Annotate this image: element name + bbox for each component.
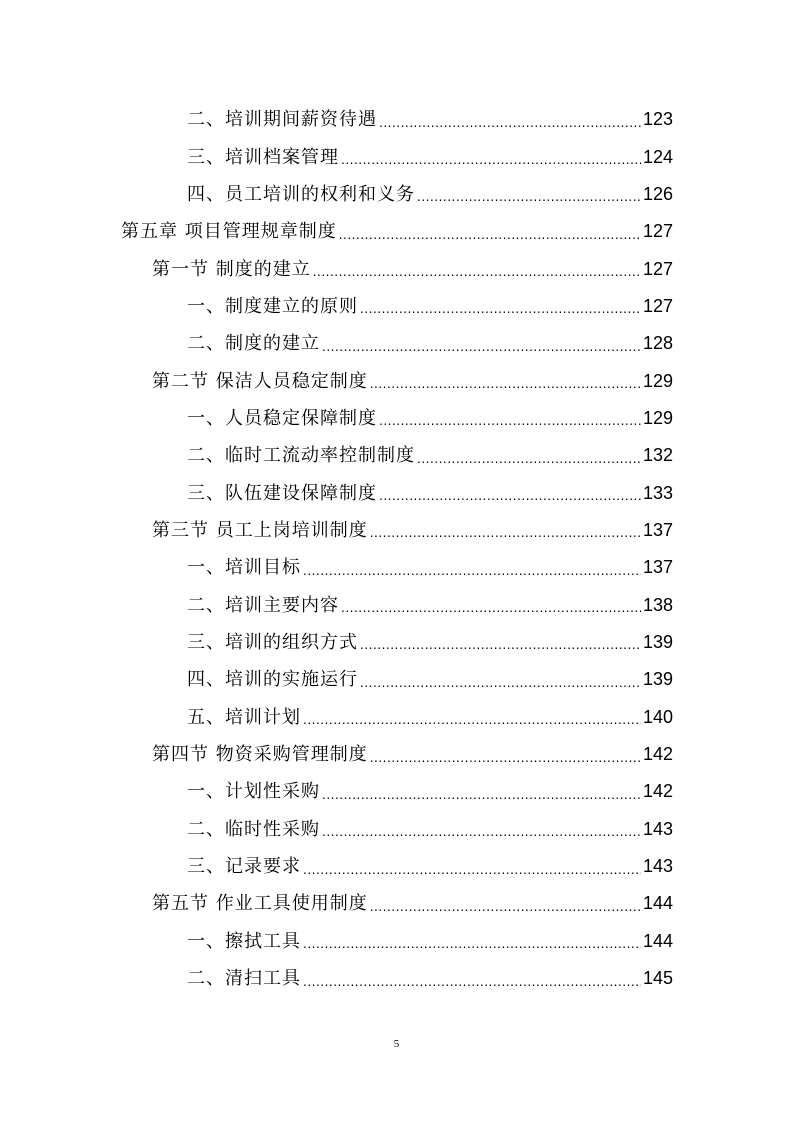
toc-entry-title: 第四节 物资采购管理制度 xyxy=(152,744,368,766)
toc-entry-page: 123 xyxy=(642,109,673,130)
toc-entry-title: 三、记录要求 xyxy=(187,856,301,878)
toc-entry-page: 145 xyxy=(642,968,673,989)
page-number: 5 xyxy=(393,1038,400,1050)
toc-entry-title: 第五节 作业工具使用制度 xyxy=(152,893,368,915)
toc-entry-page: 143 xyxy=(642,856,673,877)
toc-entry-page: 129 xyxy=(642,370,673,391)
toc-entry-title: 二、清扫工具 xyxy=(187,968,301,990)
toc-entry-page: 137 xyxy=(642,557,673,578)
toc-entry-page: 142 xyxy=(642,744,673,765)
toc-entry[interactable] xyxy=(0,811,793,848)
toc-entry-title: 四、员工培训的权利和义务 xyxy=(187,183,415,205)
toc-entry[interactable] xyxy=(0,474,793,511)
toc-entry-title: 一、培训目标 xyxy=(187,557,301,579)
toc-entry-page: 138 xyxy=(642,594,673,615)
toc-entry[interactable] xyxy=(0,885,793,922)
toc-entry-page: 143 xyxy=(642,818,673,839)
toc-entry-page: 137 xyxy=(642,519,673,540)
toc-entry-title: 二、临时工流动率控制制度 xyxy=(187,445,415,467)
toc-entry-page: 133 xyxy=(642,482,673,503)
toc-entry[interactable] xyxy=(0,138,793,175)
toc-entry-page: 129 xyxy=(642,407,673,428)
toc-entry-title: 五、培训计划 xyxy=(187,706,301,728)
toc-entry[interactable] xyxy=(0,400,793,437)
toc-entry-page: 127 xyxy=(642,295,673,316)
toc-entry[interactable] xyxy=(0,176,793,213)
toc-entry[interactable] xyxy=(0,923,793,960)
toc-entry-page: 128 xyxy=(642,333,673,354)
toc-entry[interactable] xyxy=(0,512,793,549)
toc-entry-page: 132 xyxy=(642,445,673,466)
toc-entry[interactable] xyxy=(0,848,793,885)
toc-entry-title: 第五章 项目管理规章制度 xyxy=(121,221,337,243)
toc-entry[interactable] xyxy=(0,549,793,586)
toc-entry-page: 140 xyxy=(642,706,673,727)
toc-entry-page: 124 xyxy=(642,146,673,167)
toc-entry[interactable] xyxy=(0,773,793,810)
toc-entry-title: 一、计划性采购 xyxy=(187,781,320,803)
toc-entry-title: 二、培训主要内容 xyxy=(187,594,339,616)
toc-entry-title: 二、临时性采购 xyxy=(187,818,320,840)
toc-entry[interactable] xyxy=(0,624,793,661)
toc-entry-title: 二、培训期间薪资待遇 xyxy=(187,109,377,131)
toc-entry-title: 第一节 制度的建立 xyxy=(152,258,311,280)
toc-entry-title: 三、队伍建设保障制度 xyxy=(187,482,377,504)
toc-entry[interactable] xyxy=(0,699,793,736)
toc-entry-title: 第二节 保洁人员稳定制度 xyxy=(152,370,368,392)
toc-entry[interactable] xyxy=(0,325,793,362)
toc-entry-page: 127 xyxy=(642,258,673,279)
toc-entry[interactable] xyxy=(0,661,793,698)
toc-entry[interactable] xyxy=(0,362,793,399)
toc-entry-title: 二、制度的建立 xyxy=(187,333,320,355)
toc-entry-page: 127 xyxy=(642,221,673,242)
toc-entry-page: 139 xyxy=(642,669,673,690)
toc-entry-title: 一、制度建立的原则 xyxy=(187,295,358,317)
toc-entry[interactable] xyxy=(0,288,793,325)
toc-entry[interactable] xyxy=(0,101,793,138)
toc-entry-page: 144 xyxy=(642,893,673,914)
toc-entry-page: 126 xyxy=(642,183,673,204)
toc-entry-page: 142 xyxy=(642,781,673,802)
toc-entry[interactable] xyxy=(0,960,793,997)
toc-entry-page: 144 xyxy=(642,930,673,951)
toc-entry[interactable] xyxy=(0,736,793,773)
toc-entry-page: 139 xyxy=(642,631,673,652)
toc-entry[interactable] xyxy=(0,250,793,287)
toc-entry[interactable] xyxy=(0,213,793,250)
toc-entry-title: 四、培训的实施运行 xyxy=(187,669,358,691)
toc-entry-title: 三、培训的组织方式 xyxy=(187,631,358,653)
toc-entry-title: 第三节 员工上岗培训制度 xyxy=(152,519,368,541)
toc-entry-title: 一、人员稳定保障制度 xyxy=(187,407,377,429)
toc-entry-title: 三、培训档案管理 xyxy=(187,146,339,168)
toc-entry[interactable] xyxy=(0,586,793,623)
toc-entry-title: 一、擦拭工具 xyxy=(187,930,301,952)
toc-dot-leader xyxy=(303,957,641,1001)
table-of-contents xyxy=(0,101,793,997)
toc-entry[interactable] xyxy=(0,437,793,474)
